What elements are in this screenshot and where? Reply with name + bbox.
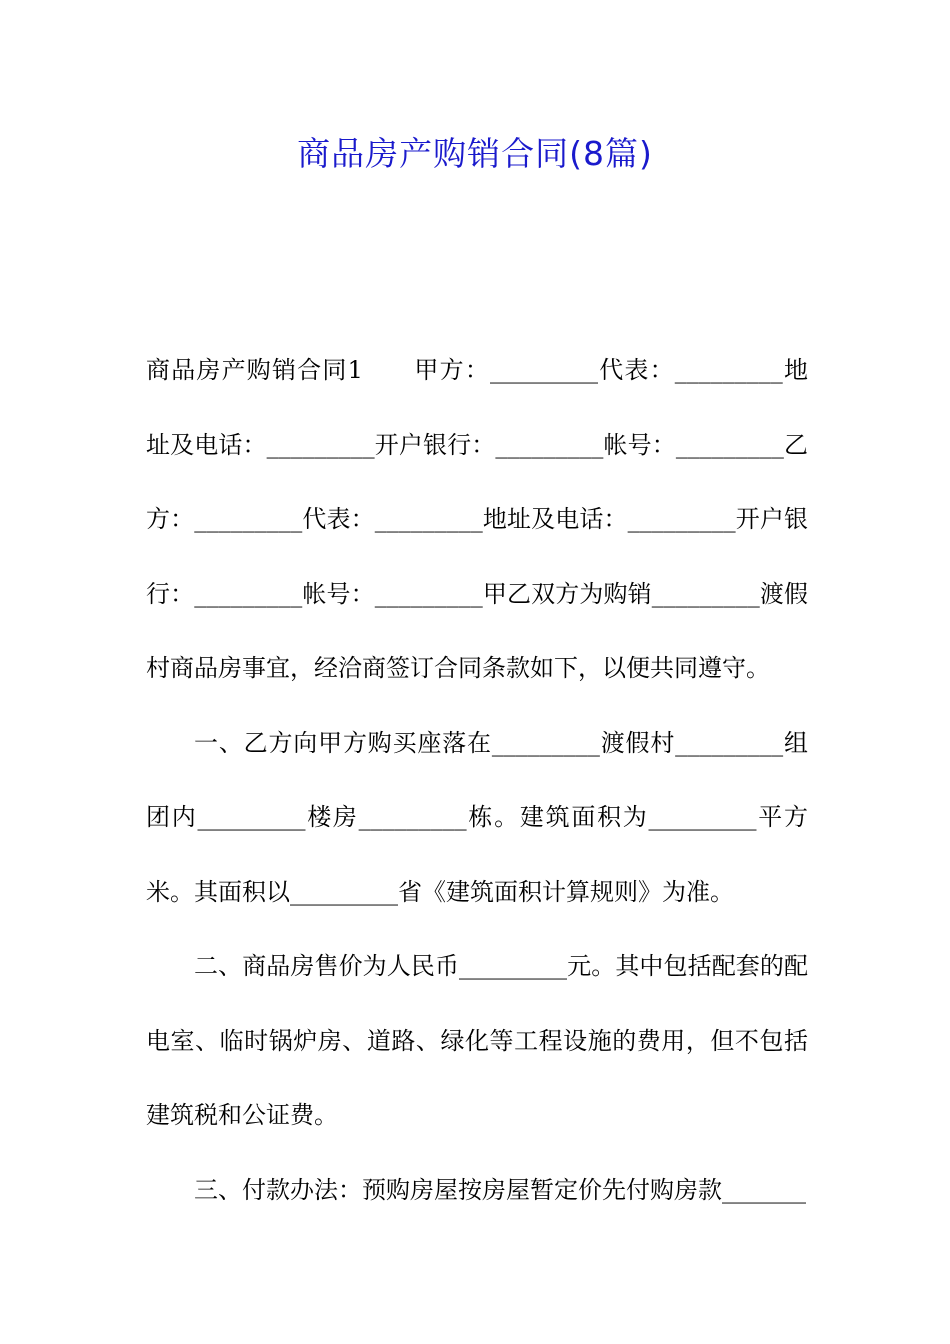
- paragraph-intro: 商品房产购销合同1 甲方：_________代表：_________地址及电话：_________开户银行：_________帐号：_________乙方：_________代表：_________地址及电话：_________开户银行：_________帐号：_________甲乙双方为购销_________渡假村商品房事宜，经洽商签订合同条款如下，以便共同遵守。: [146, 356, 808, 682]
- document-title: 商品房产购销合同(8篇): [297, 134, 653, 173]
- document-body: [146, 333, 808, 1227]
- paragraph-clause-1: 一、乙方向甲方购买座落在_________渡假村_________组团内_________楼房_________栋。建筑面积为_________平方米。其面积以_________省《建筑面积计算规则》为准。: [146, 728, 808, 906]
- paragraph-clause-3: 三、付款办法：预购房屋按房屋暂定价先付购房款_______: [194, 1175, 806, 1204]
- paragraph-clause-2: 二、商品房售价为人民币_________元。其中包括配套的配电室、临时锅炉房、道路、绿化等工程设施的费用，但不包括建筑税和公证费。: [146, 952, 808, 1129]
